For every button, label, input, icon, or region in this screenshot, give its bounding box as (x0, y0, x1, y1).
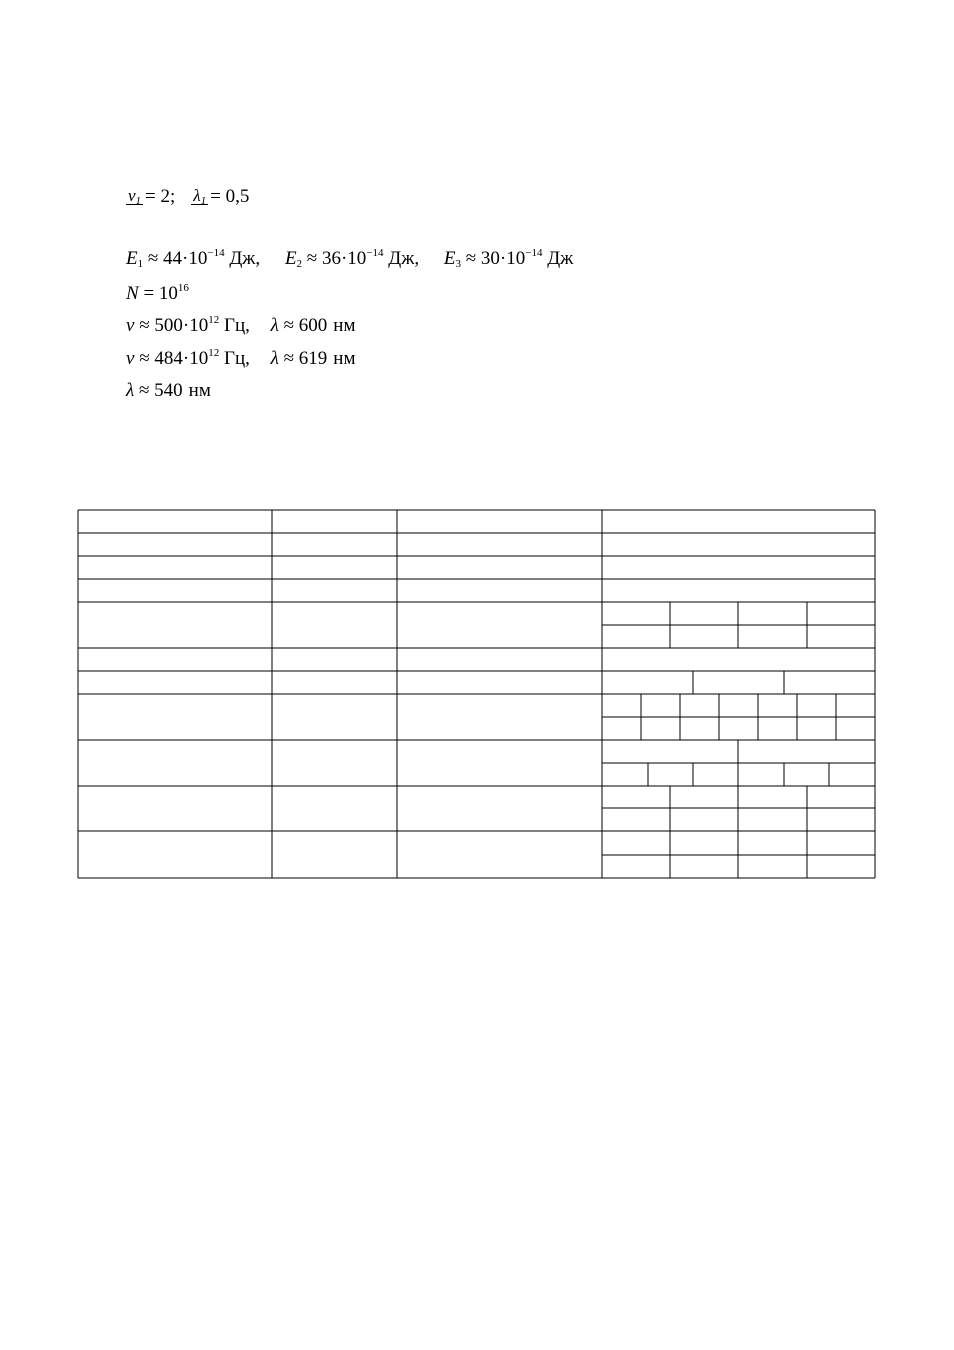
ratio-lambda-value: = 0,5 (210, 186, 250, 207)
formula-count: $N = 10^{16}$ (126, 282, 189, 304)
formula-wavelength: λ ≈ 540 нм (126, 380, 211, 401)
formula-energies: $E_1 \approx 44\cdot 10^{-14}$ Дж, $E_2 \approx 36\cdot 10^{-14}$ Дж, $E_3 \approx 30\cdot 10^{-14}$ Дж (126, 247, 574, 270)
fraction-lambda: $\lambda_1$ (193, 185, 207, 207)
ratio-nu-value: = 2; (145, 186, 176, 207)
formula-frequency-1: $\nu \approx 500\cdot 10^{12}$ Гц, λ ≈ 600 нм (126, 314, 356, 336)
fraction-nu: $\nu_1$ (128, 185, 142, 207)
table-row-lines (78, 533, 875, 831)
formula-frequency-2: $\nu \approx 484\cdot 10^{12}$ Гц, λ ≈ 619 нм (126, 347, 356, 369)
